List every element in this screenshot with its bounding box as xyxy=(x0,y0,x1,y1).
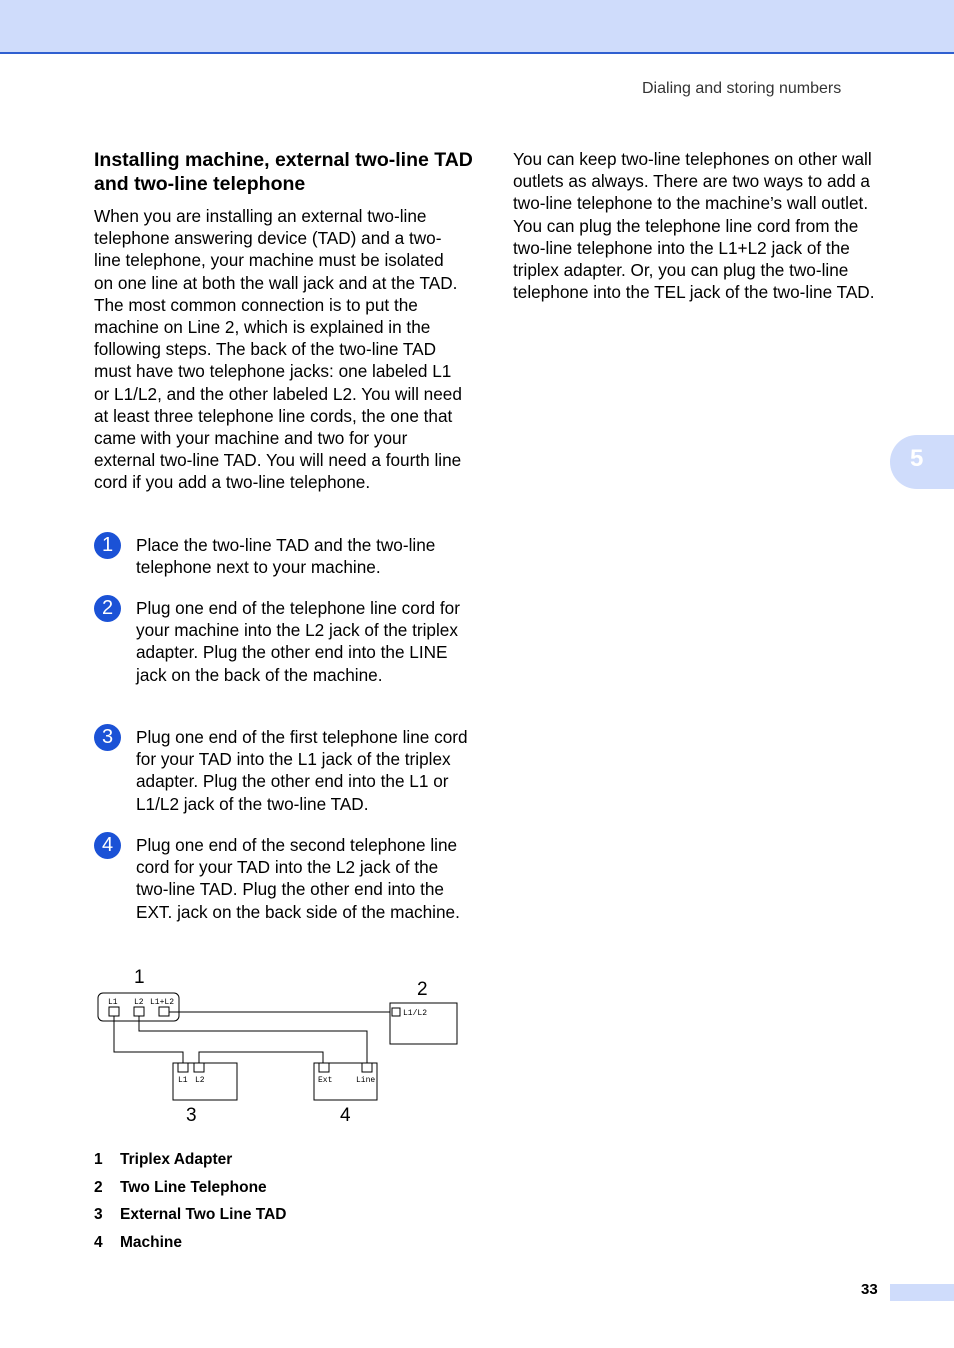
cord-tad-l2-to-machine-ext xyxy=(199,1052,323,1063)
machine-jack-ext xyxy=(319,1063,329,1072)
footer-band xyxy=(890,1284,954,1301)
jack-label-l1: L1 xyxy=(108,998,118,1007)
right-column-paragraph: You can keep two-line telephones on other wall outlets as always. There are two ways to add a two-line telephone to the machine’s wall outlet. You can plug the telephone line cord from the two-line telephone into the L1+L2 jack of the triplex adapter. Or, you can plug the two-line telephone into the TEL jack of the two-line TAD. xyxy=(513,149,875,303)
step-text: Plug one end of the telephone line cord for your machine into the L2 jack of the triplex adapter. Plug the other end into the LINE jack on the back of the machine. xyxy=(136,598,460,685)
jack-label-l1-l2: L1+L2 xyxy=(150,998,175,1007)
tad-jack-label-l1: L1 xyxy=(178,1076,188,1085)
tad-jack-l2 xyxy=(194,1063,204,1072)
callout-2: 2 xyxy=(417,979,428,1000)
callout-3: 3 xyxy=(186,1105,197,1126)
legend-item: 1 Triplex Adapter xyxy=(94,1151,233,1168)
step-text: Plug one end of the first telephone line cord for your TAD into the L1 jack of the triplex adapter. Plug the other end into the L1 or L1/L2 jack of the two-line TAD. xyxy=(136,727,468,814)
tad-jack-label-l2: L2 xyxy=(195,1076,205,1085)
page-number: 33 xyxy=(861,1281,878,1298)
cord-adapter-l1-to-tad-l1 xyxy=(114,1016,183,1063)
machine-jack-line xyxy=(362,1063,372,1072)
machine-jack-label-line: Line xyxy=(356,1076,376,1085)
tad-jack-l1 xyxy=(178,1063,188,1072)
phone-jack-label: L1/L2 xyxy=(403,1009,428,1018)
legend-item: 2 Two Line Telephone xyxy=(94,1178,267,1196)
step-number-badge: 2 xyxy=(94,595,121,622)
step-number-badge: 3 xyxy=(94,724,121,751)
step-text: Place the two-line TAD and the two-line telephone next to your machine. xyxy=(136,535,436,578)
header-band xyxy=(0,0,954,54)
adapter-jack-l1l2 xyxy=(159,1007,169,1016)
running-head: Dialing and storing numbers xyxy=(642,80,842,97)
callout-1: 1 xyxy=(134,967,145,988)
section-heading: Installing machine, external two-line TAD and two-line telephone xyxy=(94,149,473,195)
legend-item: 3 External Two Line TAD xyxy=(94,1206,287,1224)
diagram-legend xyxy=(94,1150,454,1261)
legend-item: 4 Machine xyxy=(94,1234,183,1252)
step-number-badge: 1 xyxy=(94,532,121,559)
callout-4: 4 xyxy=(340,1105,351,1126)
step-text: Plug one end of the second telephone line cord for your TAD into the L2 jack of the two-line TAD. Plug the other end into the EXT. jack on the back side of the machine. xyxy=(136,835,460,922)
machine-jack-label-ext: Ext xyxy=(318,1076,333,1085)
intro-paragraph: When you are installing an external two-line telephone answering device (TAD) and a two-line telephone, your machine must be isolated on one line at both the wall jack and at the TAD. The most common connection is to put the machine on Line 2, which is explained in the following steps. The back of the two-line TAD must have two telephone jacks: one labeled L1 or L1/L2, and the other labeled L2. You will need at least three telephone line cords, the one that came with your machine and two for your external two-line TAD. You will need a fourth line cord if you add a two-line telephone. xyxy=(94,206,462,493)
connection-diagram xyxy=(90,960,470,1135)
cord-adapter-l2-to-machine-line xyxy=(139,1016,367,1063)
adapter-jack-l1 xyxy=(109,1007,119,1016)
jack-label-l2: L2 xyxy=(134,998,144,1007)
adapter-jack-l2 xyxy=(134,1007,144,1016)
chapter-number: 5 xyxy=(910,445,924,472)
chapter-tab xyxy=(890,435,954,489)
phone-jack xyxy=(392,1008,400,1016)
step-number-badge: 4 xyxy=(94,832,121,859)
